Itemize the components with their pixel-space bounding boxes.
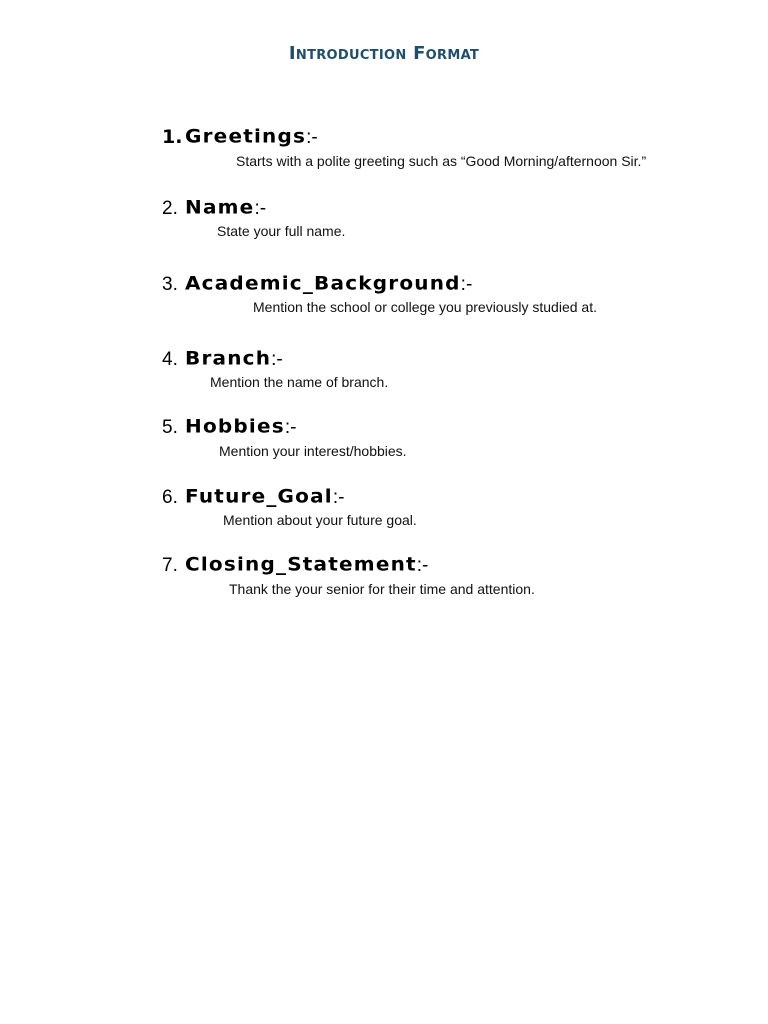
item-suffix: :- xyxy=(271,349,283,370)
item-term: Branch xyxy=(185,346,272,370)
item-suffix: :- xyxy=(460,274,473,295)
item-heading xyxy=(162,346,283,371)
item-description-academic-background: Mention the school or college you previously studied at. xyxy=(253,299,597,315)
item-description-branch: Mention the name of branch. xyxy=(210,374,389,390)
item-term: Name xyxy=(185,195,255,219)
item-number: 4. xyxy=(162,349,178,370)
list-item-branch xyxy=(162,346,283,371)
item-heading xyxy=(162,552,428,577)
list-item-hobbies xyxy=(162,414,296,439)
list-item-name xyxy=(162,195,266,220)
item-number: 7. xyxy=(162,555,178,576)
item-term: Academic_Background xyxy=(185,271,461,295)
item-term: Future_Goal xyxy=(185,484,333,508)
item-number: 1. xyxy=(162,126,183,148)
item-heading xyxy=(162,484,344,509)
item-description-closing-statement: Thank the your senior for their time and attention. xyxy=(229,581,535,597)
item-suffix: :- xyxy=(416,555,429,576)
item-number: 6. xyxy=(162,487,178,508)
page-title: Introduction Format xyxy=(288,43,480,64)
item-number: 3. xyxy=(162,274,178,295)
item-suffix: :- xyxy=(306,127,318,148)
item-description-hobbies: Mention your interest/hobbies. xyxy=(219,443,407,459)
list-item-academic-background xyxy=(162,271,472,296)
item-term: Closing_Statement xyxy=(185,552,417,576)
item-number: 2. xyxy=(162,198,178,219)
item-description-greetings: Starts with a polite greeting such as “Good Morning/afternoon Sir.” xyxy=(236,153,647,169)
item-description-future-goal: Mention about your future goal. xyxy=(223,512,417,528)
item-term: Hobbies xyxy=(185,414,285,438)
item-heading xyxy=(162,271,472,296)
item-suffix: :- xyxy=(284,417,297,438)
item-heading xyxy=(162,195,266,220)
list-item-closing-statement xyxy=(162,552,428,577)
item-suffix: :- xyxy=(254,198,267,219)
list-item-greetings xyxy=(162,124,318,149)
item-term: Greetings xyxy=(185,124,307,148)
item-heading xyxy=(162,414,296,439)
item-number: 5. xyxy=(162,417,178,438)
item-description-name: State your full name. xyxy=(217,223,346,239)
item-suffix: :- xyxy=(332,487,345,508)
item-heading xyxy=(162,124,318,149)
list-item-future-goal xyxy=(162,484,344,509)
